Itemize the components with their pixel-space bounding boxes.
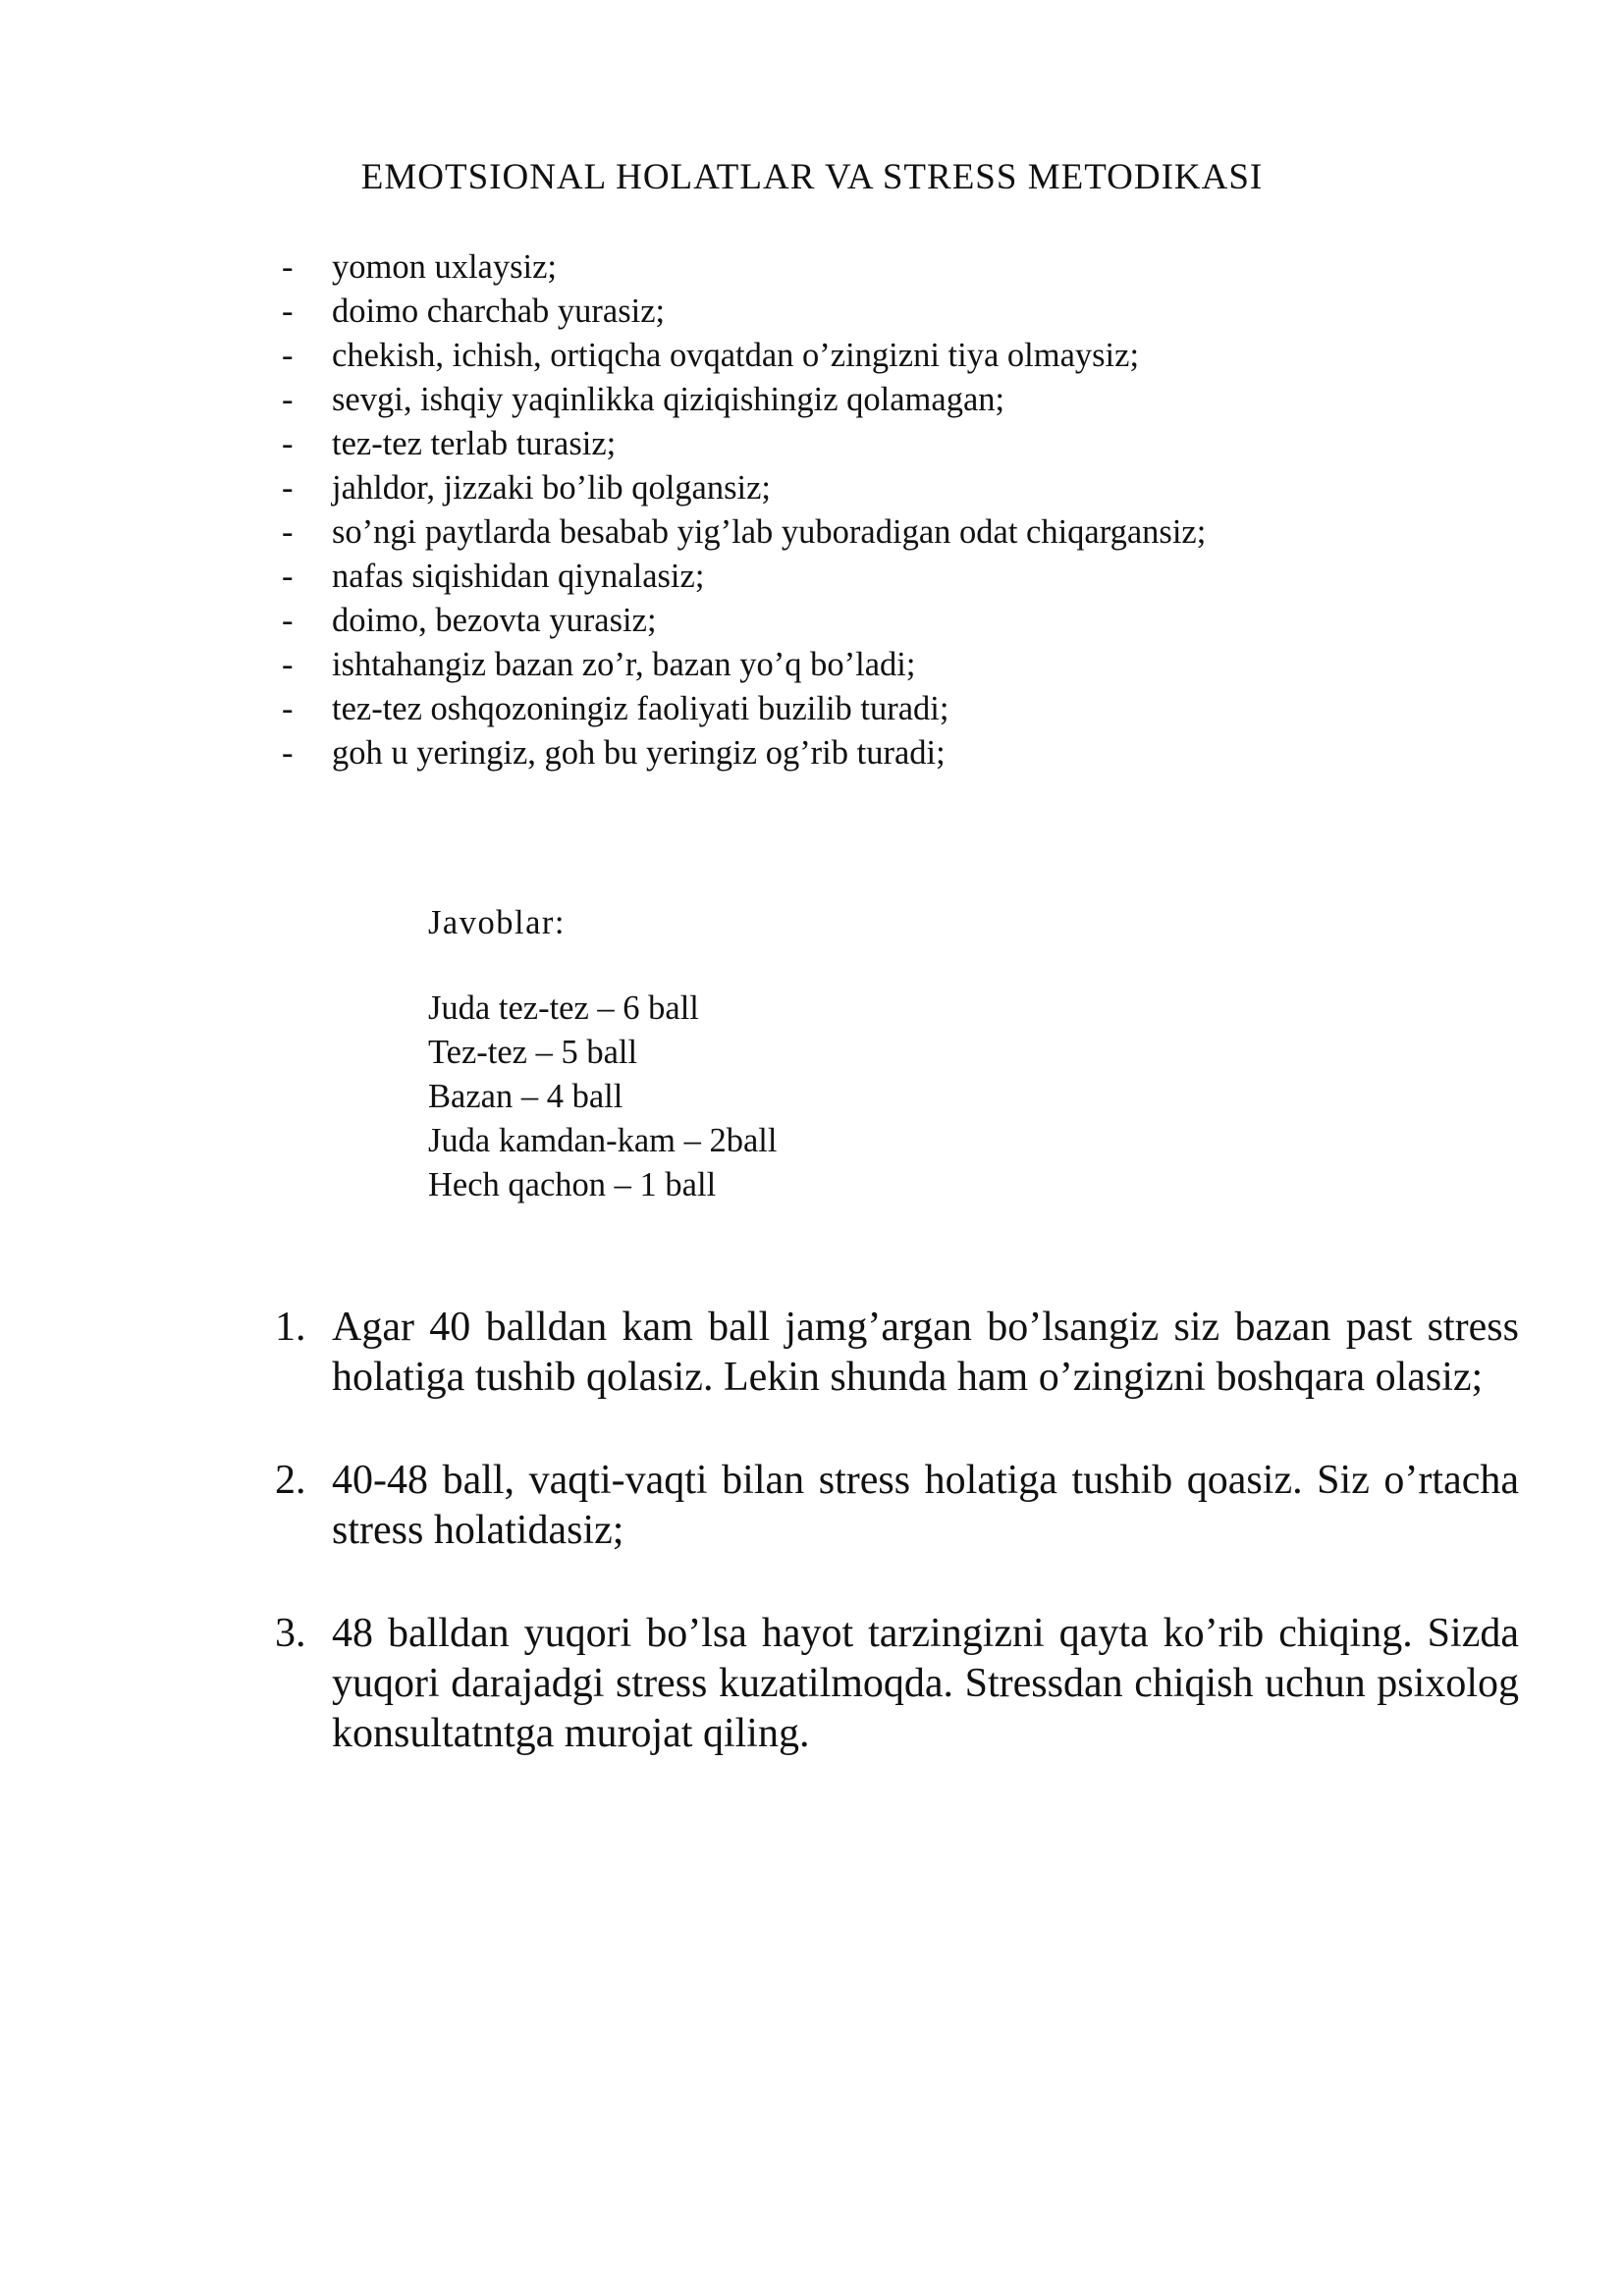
results-list — [275, 1303, 1519, 1812]
score-item: Bazan – 4 ball — [428, 1078, 623, 1115]
answers-section — [428, 901, 777, 1207]
symptom-item — [282, 378, 1206, 422]
result-item — [275, 1303, 1519, 1403]
symptom-text: nafas siqishidan qiynalasiz; — [332, 558, 705, 595]
symptom-text: so’ngi paytlarda besabab yig’lab yuboradigan odat chiqargansiz; — [332, 513, 1207, 551]
result-item — [275, 1456, 1519, 1556]
symptom-item — [282, 245, 1206, 290]
symptom-text: tez-tez oshqozoningiz faoliyati buzilib turadi; — [332, 690, 949, 727]
list-dash: - — [282, 469, 294, 507]
list-dash: - — [282, 734, 294, 772]
result-number: 1. — [275, 1305, 306, 1350]
score-item: Hech qachon – 1 ball — [428, 1166, 717, 1203]
symptom-item — [282, 290, 1206, 334]
symptom-text: jahldor, jizzaki bo’lib qolgansiz; — [332, 469, 772, 507]
list-dash: - — [282, 690, 294, 727]
result-number: 3. — [275, 1611, 306, 1656]
list-dash: - — [282, 602, 294, 639]
result-text: Agar 40 balldan kam ball jamg’argan bo’lsangiz siz bazan past stress holatiga tushib qolasiz. Lekin shunda ham o’zingizni boshqara olasiz; — [332, 1305, 1519, 1400]
symptom-item — [282, 599, 1206, 643]
result-text: 40-48 ball, vaqti-vaqti bilan stress holatiga tushib qoasiz. Siz o’rtacha stress holatidasiz; — [332, 1458, 1519, 1553]
symptom-text: ishtahangiz bazan zo’r, bazan yo’q bo’ladi; — [332, 646, 916, 683]
symptom-text: yomon uxlaysiz; — [332, 248, 558, 286]
result-number: 2. — [275, 1458, 306, 1503]
score-item: Juda kamdan-kam – 2ball — [428, 1122, 778, 1159]
list-dash: - — [282, 293, 294, 330]
symptom-text: tez-tez terlab turasiz; — [332, 425, 617, 462]
symptom-text: doimo, bezovta yurasiz; — [332, 602, 657, 639]
score-item: Tez-tez – 5 ball — [428, 1034, 638, 1071]
result-text: 48 balldan yuqori bo’lsa hayot tarzingizni qayta ko’rib chiqing. Sizda yuqori darajadgi stress kuzatilmoqda. Stressdan chiqish uchun psixolog konsultatntga murojat qiling. — [332, 1611, 1519, 1756]
symptom-item — [282, 466, 1206, 510]
list-dash: - — [282, 513, 294, 551]
list-dash: - — [282, 646, 294, 683]
symptom-item — [282, 731, 1206, 775]
list-dash: - — [282, 425, 294, 462]
score-list — [428, 987, 777, 1207]
symptom-item — [282, 510, 1206, 555]
list-dash: - — [282, 248, 294, 286]
symptom-item — [282, 334, 1206, 378]
symptom-text: doimo charchab yurasiz; — [332, 293, 666, 330]
symptom-text: goh u yeringiz, goh bu yeringiz og’rib turadi; — [332, 734, 946, 772]
symptom-item — [282, 687, 1206, 731]
result-item — [275, 1609, 1519, 1759]
symptom-list — [282, 245, 1206, 775]
list-dash: - — [282, 558, 294, 595]
symptom-text: chekish, ichish, ortiqcha ovqatdan o’zingizni tiya olmaysiz; — [332, 337, 1140, 374]
answers-heading: Javoblar: — [428, 904, 566, 941]
symptom-item — [282, 422, 1206, 466]
symptom-text: sevgi, ishqiy yaqinlikka qiziqishingiz qolamagan; — [332, 381, 1005, 418]
symptom-item — [282, 643, 1206, 687]
score-item: Juda tez-tez – 6 ball — [428, 989, 699, 1027]
list-dash: - — [282, 337, 294, 374]
list-dash: - — [282, 381, 294, 418]
page-title: EMOTSIONAL HOLATLAR VA STRESS METODIKASI — [360, 157, 1264, 197]
symptom-item — [282, 555, 1206, 599]
